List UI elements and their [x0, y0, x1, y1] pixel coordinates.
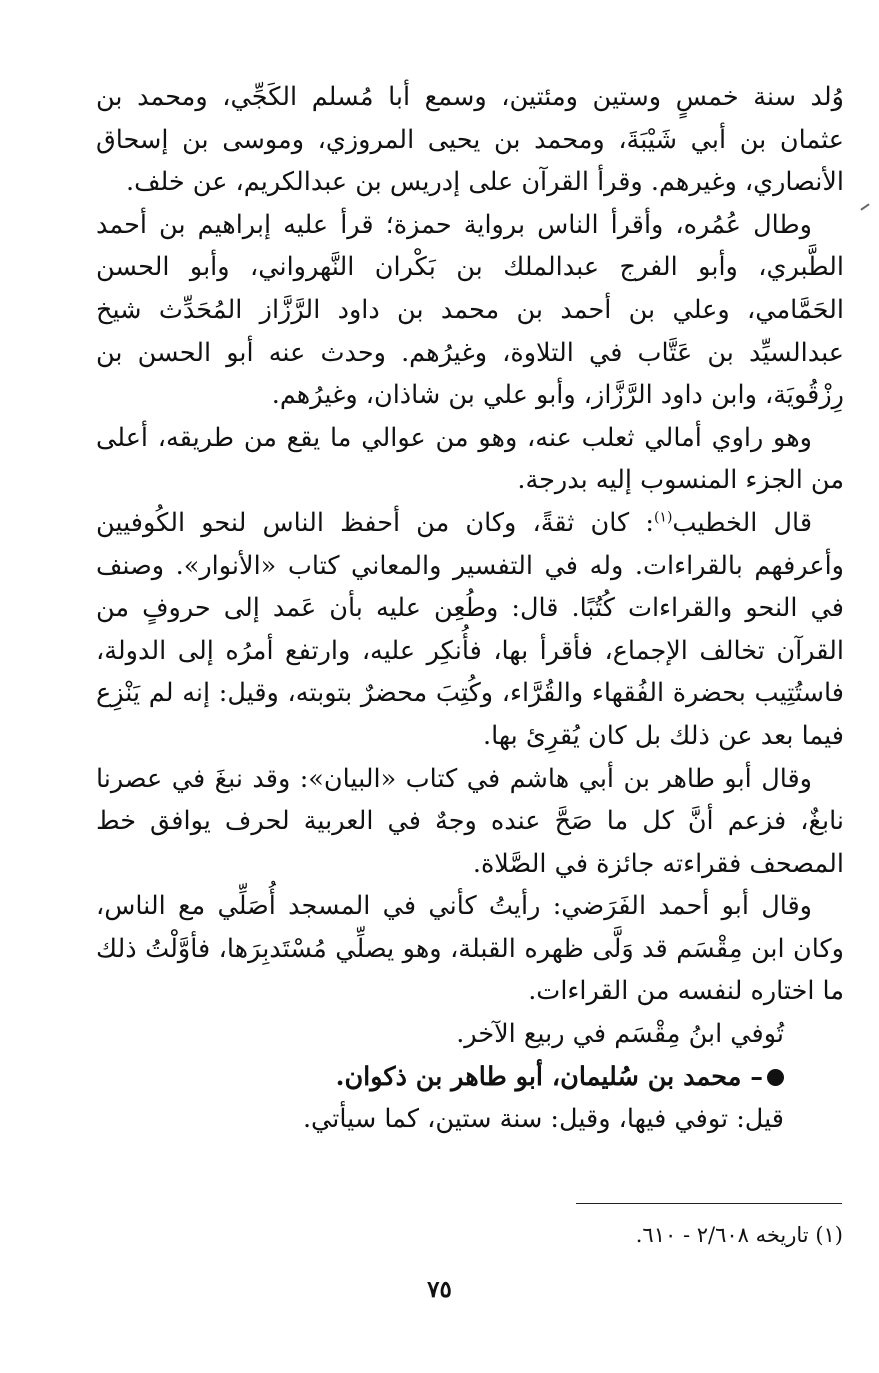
quote-continuation: وأعرفهم بالقراءات. وله في التفسير والمعاني كتاب «الأنوار». وصنف في النحو والقراءات كُتُبًا. قال: وطُعِن عليه بأن عَمد إلى حروفٍ من القرآن تخالف الإجماع، فأقرأ بها، فأُنكِر عليه، وارتفع أمرُه إلى الدولة، فاستُتِيب بحضرة الفُقهاء والقُرَّاء، وكُتِبَ محضرٌ بتوبته، وقيل: إنه لم يَنْزِع فيما بعد عن ذلك بل كان يُقرِئ بها. [96, 550, 844, 751]
main-text [96, 76, 844, 1141]
entry-heading-text: – محمد بن سُليمان، أبو طاهر بن ذكوان. [335, 1061, 763, 1092]
paragraph-birth: وُلد سنة خمسٍ وستين ومئتين، وسمع أبا مُسلم الكَجِّي، ومحمد بن عثمان بن أبي شَيْبَةَ، ومحمد بن يحيى المروزي، وموسى بن إسحاق الأنصاري، وغيرهم. وقرأ القرآن على إدريس بن عبدالكريم، عن خلف. [96, 82, 844, 198]
quote-text: : كان ثقةً، وكان من أحفظ الناس لنحو الكُوفيين [96, 507, 654, 538]
paragraph-students: وطال عُمُره، وأقرأ الناس برواية حمزة؛ قرأ عليه إبراهيم بن أحمد الطَّبري، وأبو الفرج عبدالملك بن بَكْران النَّهرواني، وأبو الحسن الحَمَّامي، وعلي بن أحمد بن محمد بن داود الرَّزَّاز المُحَدِّث شيخ عبدالسيِّد بن عَتَّاب في التلاوة، وغيرُهم. وحدث عنه أبو الحسن بن رِزْقُويَة، وابن داود الرَّزَّاز، وأبو علي بن شاذان، وغيرُهم. [96, 209, 844, 411]
footnote: (١) تاريخه ٢/٦٠٨ - ٦١٠. [635, 1223, 843, 1247]
footnote-reference[interactable]: (١) [653, 509, 673, 526]
paragraph-abu-tahir: وقال أبو طاهر بن أبي هاشم في كتاب «البيان»: وقد نبغَ في عصرنا نابغٌ، فزعم أنَّ كل ما صَحَّ عنده وجهٌ في العربية لحرف يوافق خط المصحف فقراءته جائزة في الصَّلاة. [96, 763, 844, 879]
bullet-icon [767, 1069, 784, 1086]
paragraph-death: تُوفي ابنُ مِقْسَم في ربيع الآخر. [456, 1019, 784, 1050]
entry-note: قيل: توفي فيها، وقيل: سنة ستين، كما سيأتي. [302, 1104, 784, 1135]
footnote-divider [576, 1203, 842, 1204]
margin-mark [860, 203, 869, 210]
paragraph-amali: وهو راوي أمالي ثعلب عنه، وهو من عوالي ما يقع من طريقه، أعلى من الجزء المنسوب إليه بدرجة. [96, 422, 844, 496]
paragraph-khatib-quote [96, 502, 844, 758]
quote-lead: قال الخطيب [672, 507, 813, 538]
entry-heading [96, 1056, 844, 1099]
page-number: ٧٥ [427, 1276, 452, 1303]
paragraph-faradi: وقال أبو أحمد الفَرَضي: رأيتُ كأني في المسجد أُصَلِّي مع الناس، وكان ابن مِقْسَم قد وَلَّى ظهره القبلة، وهو يصلِّي مُسْتَدبِرَها، فأوَّلْتُ ذلك ما اختاره لنفسه من القراءات. [96, 891, 844, 1007]
